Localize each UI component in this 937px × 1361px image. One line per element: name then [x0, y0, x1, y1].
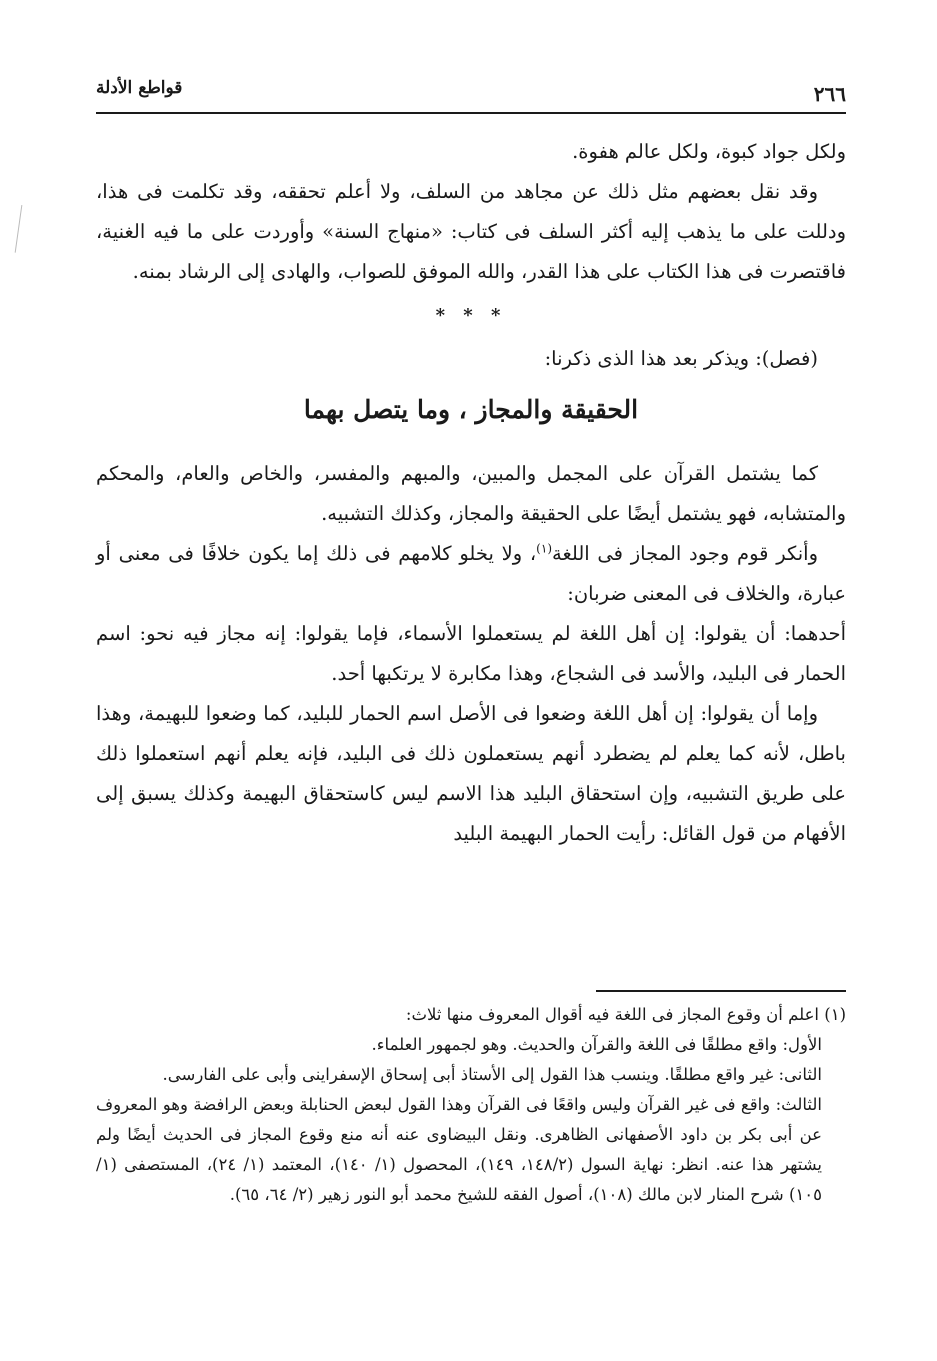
footnote-third-opinion: الثالث: واقع فى غير القرآن وليس واقعًا فى القرآن وهذا القول لبعض الحنابلة وبعض الرافضة وهو المعروف عن أبى بكر بن داود الأصفهانى الظاهرى. ونقل البيضاوى عنه أنه منع وقوع المجاز فى الحديث أيضًا ولم يشتهر هذا عنه. انظر: نهاية السول (١٤٨/٢، ١٤٩)، المحصول (١/ ١٤٠)، المعتمد (١/ ٢٤)، المستصفى (١/ ١٠٥) شرح المنار لابن مالك (١٠٨)، أصول الفقه للشيخ محمد أبو النور زهير (٢/ ٦٤، ٦٥).	[96, 1095, 823, 1204]
section-paragraph-2	[96, 534, 846, 614]
footnote-reference[interactable]: (١)	[536, 541, 552, 556]
fasl-line: (فصل): ويذكر بعد هذا الذى ذكرنا:	[544, 347, 818, 370]
book-page	[96, 70, 846, 1340]
section-separator: * * *	[435, 305, 507, 326]
section-paragraph-3: أحدهما: أن يقولوا: إن أهل اللغة لم يستعملوا الأسماء، فإما يقولوا: إنه مجاز فيه نحو: اسم الحمار فى البليد، والأسد فى الشجاع، وهذا مكابرة لا يرتكبها أحد.	[96, 622, 846, 685]
intro-paragraph-1: ولكل جواد كبوة، ولكل عالم هفوة.	[572, 140, 846, 163]
footnotes	[96, 1000, 846, 1210]
section-paragraph-4: وإما أن يقولوا: إن أهل اللغة وضعوا فى الأصل اسم الحمار للبليد، كما وضعوا للبهيمة، وهذا باطل، لأنه كما يعلم لم يضطرد أنهم يستعملون ذلك فى البليد، فإنه يعلم أنهم استعملوا ذلك على طريق التشبيه، وإن استحقاق البليد هذا الاسم ليس كاستحقاق البهيمة وكذلك يسبق إلى الأفهام من قول القائل: رأيت الحمار البهيمة البليد	[96, 702, 846, 845]
section-paragraph-2-continuation: ، ولا يخلو كلامهم فى ذلك إما يكون خلافًا فى معنى أو عبارة، والخلاف فى المعنى ضربان:	[96, 542, 846, 605]
section-paragraph-1: كما يشتمل القرآن على المجمل والمبين، والمبهم والمفسر، والخاص والعام، والمحكم والمتشابه، فهو يشتمل أيضًا على الحقيقة والمجاز، وكذلك التشبيه.	[96, 462, 846, 525]
section-paragraph-2-text: وأنكر قوم وجود المجاز فى اللغة	[552, 542, 818, 565]
footnote-1-intro: (١) اعلم أن وقوع المجاز فى اللغة فيه أقوال المعروف منها ثلاث:	[405, 1005, 846, 1024]
main-text	[96, 132, 846, 854]
intro-paragraph-2: وقد نقل بعضهم مثل ذلك عن مجاهد من السلف، ولا أعلم تحققه، وقد تكلمت فى هذا، ودللت على ما يذهب إليه أكثر السلف فى كتاب: «منهاج السنة» وأوردت على ما فيه الغنية، فاقتصرت فى هذا الكتاب على هذا القدر، والله الموفق للصواب، والهادى إلى الرشاد بمنه.	[96, 180, 846, 283]
running-header	[96, 70, 846, 114]
section-heading: الحقيقة والمجاز ، وما يتصل بهما	[303, 395, 639, 424]
footnote-divider	[596, 990, 846, 992]
margin-pencil-mark	[15, 205, 25, 253]
page-number: ٢٦٦	[813, 82, 846, 106]
footnote-first-opinion: الأول: واقع مطلقًا فى اللغة والقرآن والحديث. وهو لجمهور العلماء.	[371, 1035, 822, 1054]
book-title: قواطع الأدلة	[96, 78, 183, 98]
footnote-second-opinion: الثانى: غير واقع مطلقًا. وينسب هذا القول إلى الأستاذ أبى إسحاق الإسفراينى وأبى على الفارسى.	[162, 1065, 822, 1084]
